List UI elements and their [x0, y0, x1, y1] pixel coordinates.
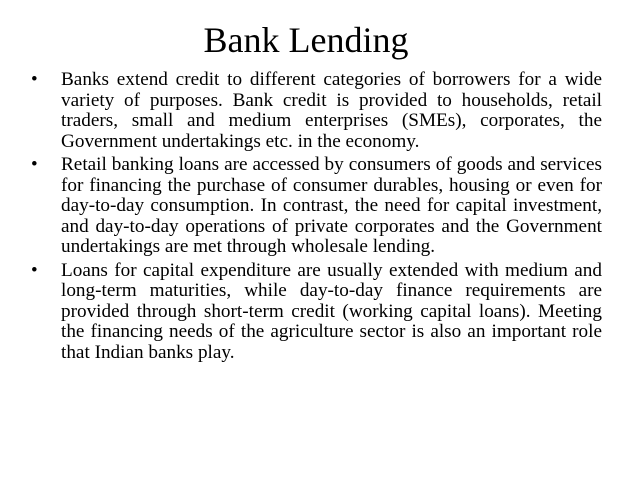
slide-title: Bank Lending: [203, 20, 409, 60]
bullet-text: Banks extend credit to different categories of borrowers for a wide variety of purposes. Bank credit is provided to households, retail traders, small and medium enterprises (SMEs), corporates, the Government undertakings etc. in the economy.: [61, 69, 602, 152]
bullet-text: Loans for capital expenditure are usually extended with medium and long-term maturities, while day-to-day finance requirements are provided through short-term credit (working capital loans). Meeting the financing needs of the agriculture sector is also an important role that Indian banks play.: [61, 259, 602, 363]
bullet-marker: •: [31, 259, 38, 281]
bullet-text: Retail banking loans are accessed by consumers of goods and services for financing the purchase of consumer durables, housing or even for day-to-day consumption. In contrast, the need for capital investment, and day-to-day operations of private corporates and the Government undertakings are met through wholesale lending.: [61, 154, 602, 257]
bullet-marker: •: [31, 154, 38, 175]
bullet-marker: •: [31, 69, 38, 90]
bullet-list: [27, 70, 602, 366]
bullet-item: [27, 70, 602, 152]
bullet-item: [27, 155, 602, 258]
bullet-item: [27, 261, 602, 364]
